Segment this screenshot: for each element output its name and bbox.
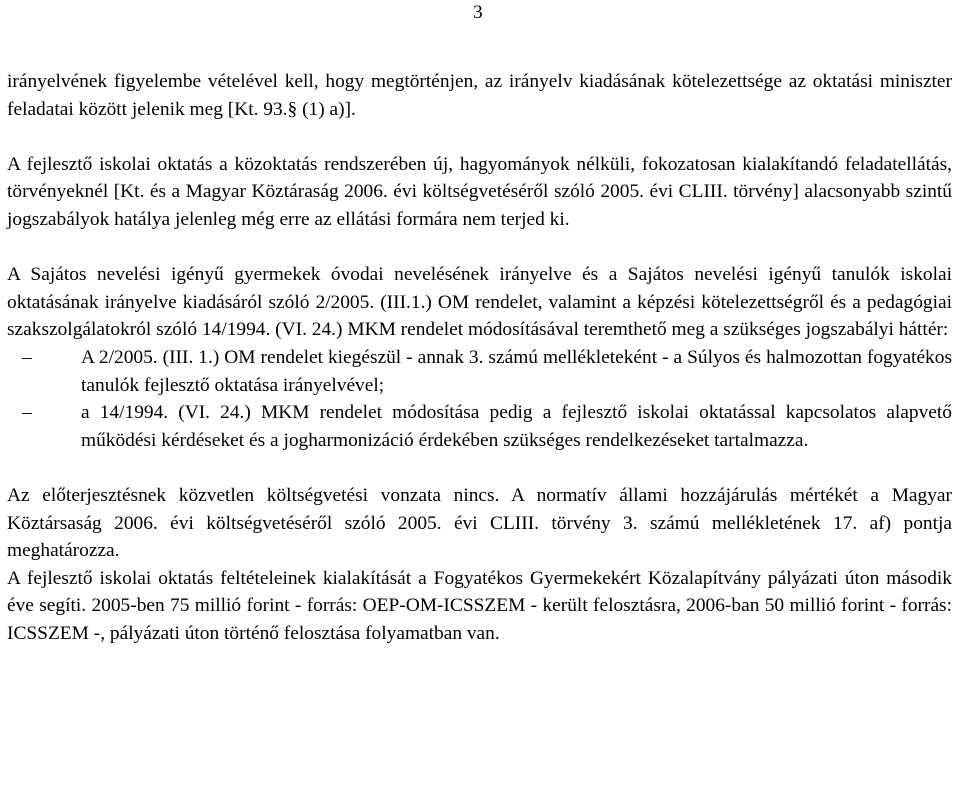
paragraph-2: A fejlesztő iskolai oktatás a közoktatás rendszerében új, hagyományok nélküli, fokozatosan kialakítandó feladatellátás, törvényeknél [Kt. és a Magyar Köztáraság 2006. évi költségvetéséről szóló 2005. évi CLIII. törvény] alacsonyabb szintű jogszabályok hatálya jelenleg még erre az ellátási formára nem terjed ki.	[7, 153, 952, 230]
page-number: 3	[473, 2, 483, 23]
dash-marker: –	[22, 346, 32, 368]
paragraph-5: A fejlesztő iskolai oktatás feltételeinek kialakítását a Fogyatékos Gyermekekért Közalapítvány pályázati úton második éve segíti. 2005-ben 75 millió forint - forrás: OEP-OM-ICSSZEM - került felosztásra, 2006-ban 50 millió forint - forrás: ICSSZEM -, pályázati úton történő felosztása folyamatban van.	[7, 567, 952, 644]
list-item	[7, 344, 952, 399]
paragraph-3: A Sajátos nevelési igényű gyermekek óvodai nevelésének irányelve és a Sajátos nevelési igényű tanulók iskolai oktatásának irányelve kiadásáról szóló 2/2005. (III.1.) OM rendelet, valamint a képzési kötelezettségről és a pedagógiai szakszolgálatokról szóló 14/1994. (VI. 24.) MKM rendelet módosításával teremthető meg a szükséges jogszabályi háttér:	[7, 264, 952, 341]
document-body	[7, 68, 952, 647]
list-item	[7, 399, 952, 454]
paragraph-1: irányelvének figyelembe vételével kell, hogy megtörténjen, az irányelv kiadásának kötelezettsége az oktatási miniszter feladatai között jelenik meg [Kt. 93.§ (1) a)].	[7, 71, 952, 120]
list-item-text: a 14/1994. (VI. 24.) MKM rendelet módosítása pedig a fejlesztő iskolai oktatással kapcsolatos alapvető működési kérdéseket és a jogharmonizáció érdekében szükséges rendelkezéseket tartalmazza.	[81, 402, 952, 451]
dash-list	[7, 344, 952, 454]
paragraph-4: Az előterjesztésnek közvetlen költségvetési vonzata nincs. A normatív állami hozzájárulás mértékét a Magyar Köztársaság 2006. évi költségvetéséről szóló 2005. évi CLIII. törvény 3. számú mellékletének 17. af) pontja meghatározza.	[7, 484, 952, 562]
list-item-text: A 2/2005. (III. 1.) OM rendelet kiegészül - annak 3. számú mellékleteként - a Súlyos és halmozottan fogyatékos tanulók fejlesztő oktatása irányelvével;	[81, 346, 952, 396]
dash-marker: –	[22, 402, 32, 424]
